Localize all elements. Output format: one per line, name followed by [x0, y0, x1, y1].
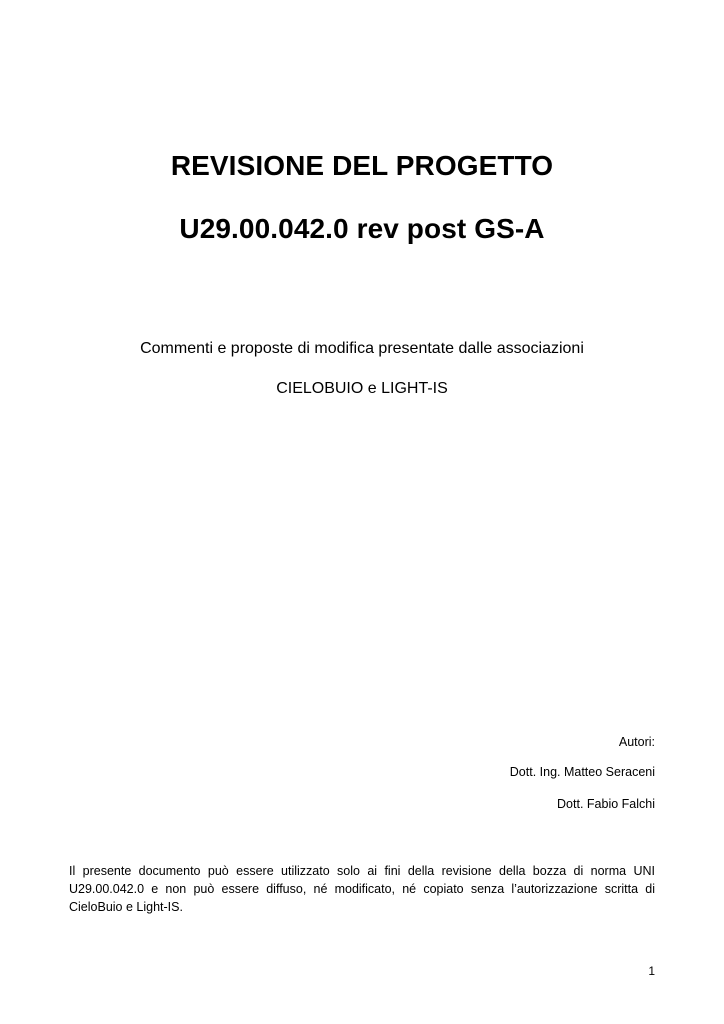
document-title-line-2: U29.00.042.0 rev post GS-A: [179, 213, 545, 244]
author-name-2: Dott. Fabio Falchi: [557, 797, 655, 811]
author-name-1: Dott. Ing. Matteo Seraceni: [509, 765, 655, 779]
subtitle-line-1: Commenti e proposte di modifica presentate dalle associazioni: [140, 340, 584, 357]
subtitle-line-2: CIELOBUIO e LIGHT-IS: [276, 380, 448, 397]
document-title-line-1: REVISIONE DEL PROGETTO: [170, 150, 554, 181]
authors-label: Autori:: [618, 735, 655, 749]
page-number: 1: [648, 964, 655, 978]
usage-disclaimer: Il presente documento può essere utilizzato solo ai fini della revisione della bozza di norma UNI U29.00.042.0 e non può essere diffuso, né modificato, né copiato senza l’autorizzazione scritta di CieloBuio e Light-IS.: [69, 864, 655, 914]
